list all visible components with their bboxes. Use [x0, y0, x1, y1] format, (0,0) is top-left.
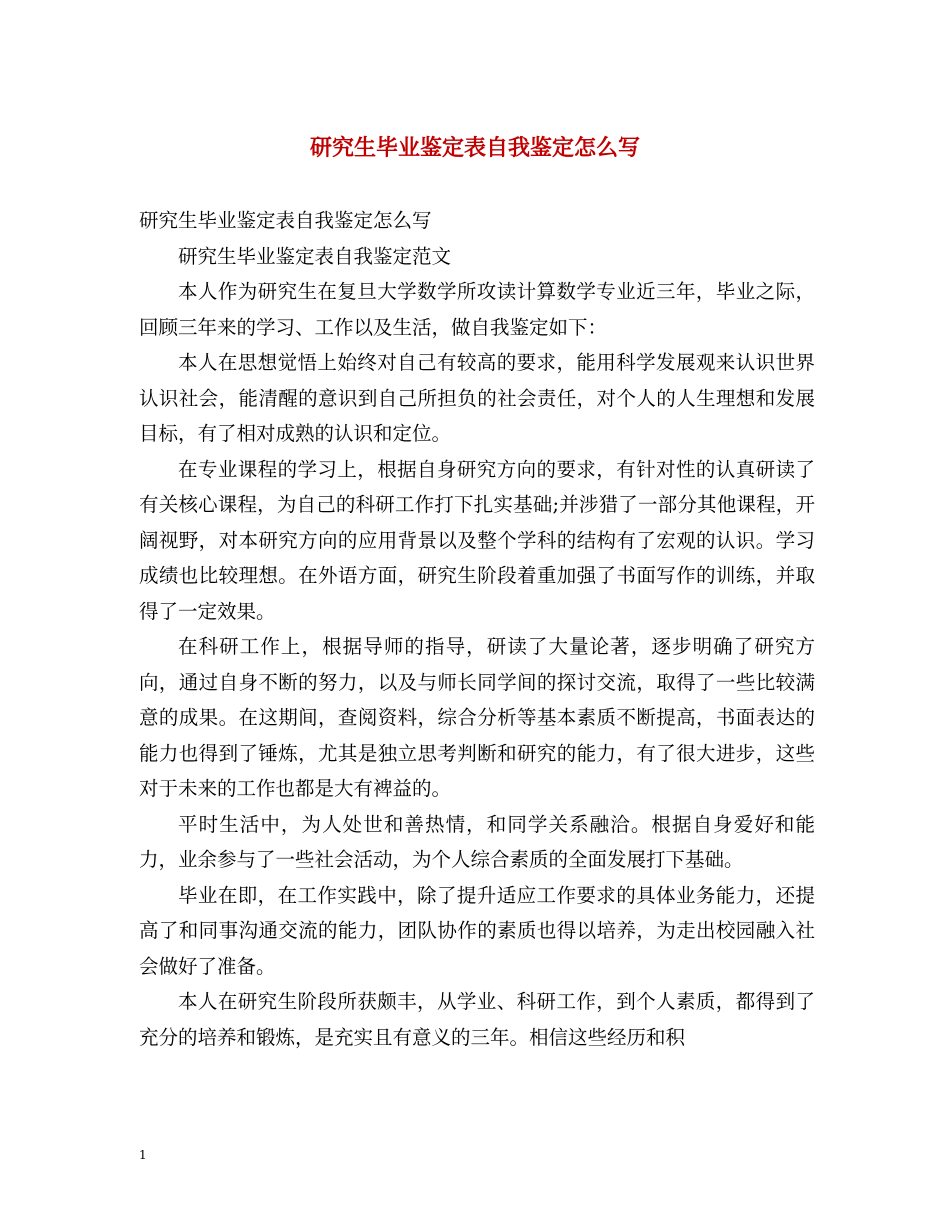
document-title: 研究生毕业鉴定表自我鉴定怎么写 [309, 135, 640, 161]
document-body [139, 203, 815, 1055]
paragraph-research: 在科研工作上，根据导师的指导，研读了大量论著，逐步明确了研究方向，通过自身不断的努力，以及与师长同学间的探讨交流，取得了一些比较满意的成果。在这期间，查阅资料，综合分析等基本素质不断提高，书面表达的能力也得到了锤炼，尤其是独立思考判断和研究的能力，有了很大进步，这些对于未来的工作也都是大有裨益的。 [139, 635, 815, 800]
paragraph-daily-life: 平时生活中，为人处世和善热情，和同学关系融洽。根据自身爱好和能力，业余参与了一些社会活动，为个人综合素质的全面发展打下基础。 [139, 812, 815, 871]
paragraph-coursework: 在专业课程的学习上，根据自身研究方向的要求，有针对性的认真研读了有关核心课程，为自己的科研工作打下扎实基础;并涉猎了一部分其他课程，开阔视野，对本研究方向的应用背景以及整个学科的结构有了宏观的认识。学习成绩也比较理想。在外语方面，研究生阶段着重加强了书面写作的训练，并取得了一定效果。 [139, 457, 815, 623]
paragraph-work-practice: 毕业在即，在工作实践中，除了提升适应工作要求的具体业务能力，还提高了和同事沟通交流的能力，团队协作的素质也得以培养，为走出校园融入社会做好了准备。 [139, 883, 815, 978]
paragraph-ideology: 本人在思想觉悟上始终对自己有较高的要求，能用科学发展观来认识世界认识社会，能清醒的意识到自己所担负的社会责任，对个人的人生理想和发展目标，有了相对成熟的认识和定位。 [139, 351, 815, 445]
paragraph-intro: 本人作为研究生在复旦大学数学所攻读计算数学专业近三年，毕业之际，回顾三年来的学习、工作以及生活，做自我鉴定如下： [139, 280, 815, 339]
paragraph-subheading: 研究生毕业鉴定表自我鉴定范文 [178, 244, 452, 268]
paragraph-heading: 研究生毕业鉴定表自我鉴定怎么写 [139, 209, 432, 232]
paragraph-summary: 本人在研究生阶段所获颇丰，从学业、科研工作，到个人素质，都得到了充分的培养和锻炼，是充实且有意义的三年。相信这些经历和积 [139, 990, 815, 1049]
page-number: 1 [139, 1148, 147, 1162]
